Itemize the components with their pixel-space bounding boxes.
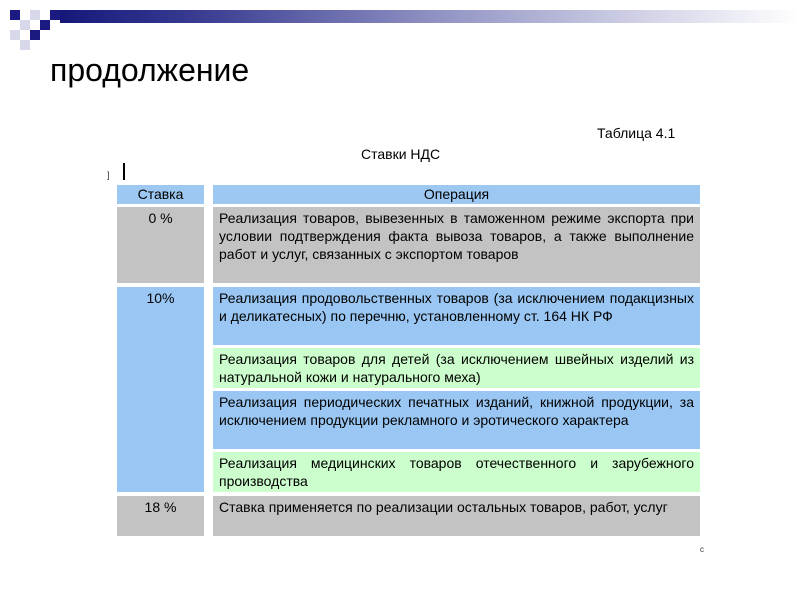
header-rate: Ставка: [117, 185, 204, 204]
rate-cell: 10%: [117, 287, 204, 492]
title-gradient-bar: [60, 10, 800, 23]
table-number-label: Таблица 4.1: [597, 125, 676, 141]
vat-rates-table: [117, 185, 700, 536]
deco-square: [50, 10, 60, 20]
text-cursor-mark: [123, 163, 125, 180]
table-row: [117, 496, 700, 536]
deco-square: [20, 20, 30, 30]
operation-cell: Реализация периодических печатных изданий, книжной продукции, за исключением продукции рекламного и эротического характера: [213, 391, 700, 449]
table-row: [117, 287, 700, 345]
rate-cell: 18 %: [117, 496, 204, 536]
deco-square: [10, 30, 20, 40]
slide-title: продолжение: [50, 52, 250, 88]
column-separator: [204, 185, 213, 204]
deco-square: [30, 10, 40, 20]
table-row: [117, 207, 700, 283]
table-caption: Ставки НДС: [361, 146, 441, 162]
deco-square: [10, 10, 20, 20]
bracket-mark: ]: [107, 170, 110, 180]
operation-cell: Ставка применяется по реализации остальных товаров, работ, услуг: [213, 496, 700, 536]
operation-cell: Реализация медицинских товаров отечественного и зарубежного производства: [213, 452, 700, 492]
corner-mark: c: [700, 545, 704, 554]
operation-cell: Реализация товаров, вывезенных в таможенном режиме экспорта при условии подтверждения факта вывоза товаров, а также выполнение работ и услуг, связанных с экспортом товаров: [213, 207, 700, 283]
deco-square: [40, 20, 50, 30]
operation-cell: Реализация продовольственных товаров (за исключением подакцизных и деликатесных) по перечню, установленному ст. 164 НК РФ: [213, 287, 700, 345]
header-operation: Операция: [213, 185, 700, 204]
rate-cell: 0 %: [117, 207, 204, 283]
operation-cell: Реализация товаров для детей (за исключением швейных изделий из натуральной кожи и натурального меха): [213, 348, 700, 388]
deco-square: [30, 30, 40, 40]
deco-square: [20, 40, 30, 50]
